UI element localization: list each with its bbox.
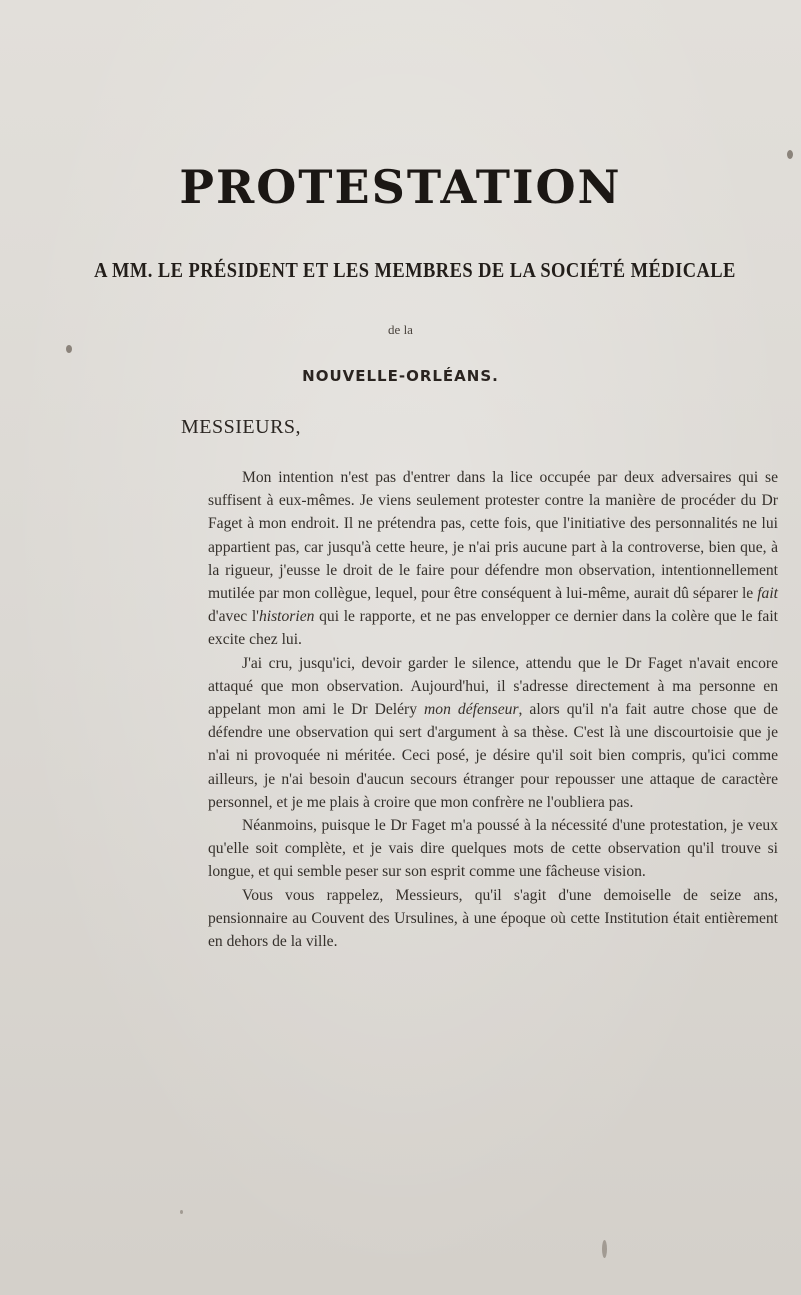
de-la-line: de la <box>388 322 413 337</box>
paragraph-3: Néanmoins, puisque le Dr Faget m'a poussé à la nécessité d'une protestation, je veux qu'elle soit complète, et je vais dire quelques mots de cette observation qu'il trouve si longue, et qui semble peser sur son esprit comme une fâcheuse vision. <box>208 817 778 881</box>
city-line: NOUVELLE-ORLÉANS. <box>302 367 499 385</box>
address-line: A MM. LE PRÉSIDENT ET LES MEMBRES DE LA SOCIÉTÉ MÉDICALE <box>94 258 736 282</box>
paragraph-1: Mon intention n'est pas d'entrer dans la lice occupée par deux adversaires qui se suffisent à eux-mêmes. Je viens seulement protester contre la manière de procéder du Dr Faget à mon endroit. Il ne prétendra pas, cette fois, que l'initiative des personnalités ne lui appartient pas, car jusqu'à cette heure, je n'ai pris aucune part à la controverse, bien que, à la rigueur, j'eusse le droit de le faire pour défendre mon observation, intentionnellement mutilée par mon collègue, lequel, pour être conséquent à lui-même, aurait dû séparer le fait d'avec l'historien qui le rapporte, et ne pas envelopper ce dernier dans la colère que le fait excite chez lui. <box>208 469 778 649</box>
body-text <box>208 466 778 953</box>
paper-speck <box>180 1210 183 1214</box>
paper-speck <box>602 1240 607 1258</box>
paragraph-2: J'ai cru, jusqu'ici, devoir garder le silence, attendu que le Dr Faget n'avait encore attaqué que mon observation. Aujourd'hui, il s'adresse directement à ma personne en appelant mon ami le Dr Deléry mon défenseur, alors qu'il n'a fait autre chose que de défendre une observation qui sert d'argument à sa thèse. C'est là une discourtoisie que je n'ai ni provoquée ni méritée. Ceci posé, je désire qu'il soit bien compris, qu'ici comme ailleurs, je n'ai besoin d'aucun secours étranger pour repousser une attaque de caractère personnel, et je me plais à croire que mon confrère ne l'oubliera pas. <box>208 654 778 811</box>
paper-speck <box>787 150 793 159</box>
salutation: MESSIEURS, <box>181 416 302 438</box>
document-title: PROTESTATION <box>179 160 622 214</box>
paper-speck <box>240 500 243 504</box>
paper-speck <box>66 345 72 353</box>
paragraph-4: Vous vous rappelez, Messieurs, qu'il s'agit d'une demoiselle de seize ans, pensionnaire au Couvent des Ursulines, à une époque où cette Institution était entièrement en dehors de la ville. <box>208 886 778 951</box>
